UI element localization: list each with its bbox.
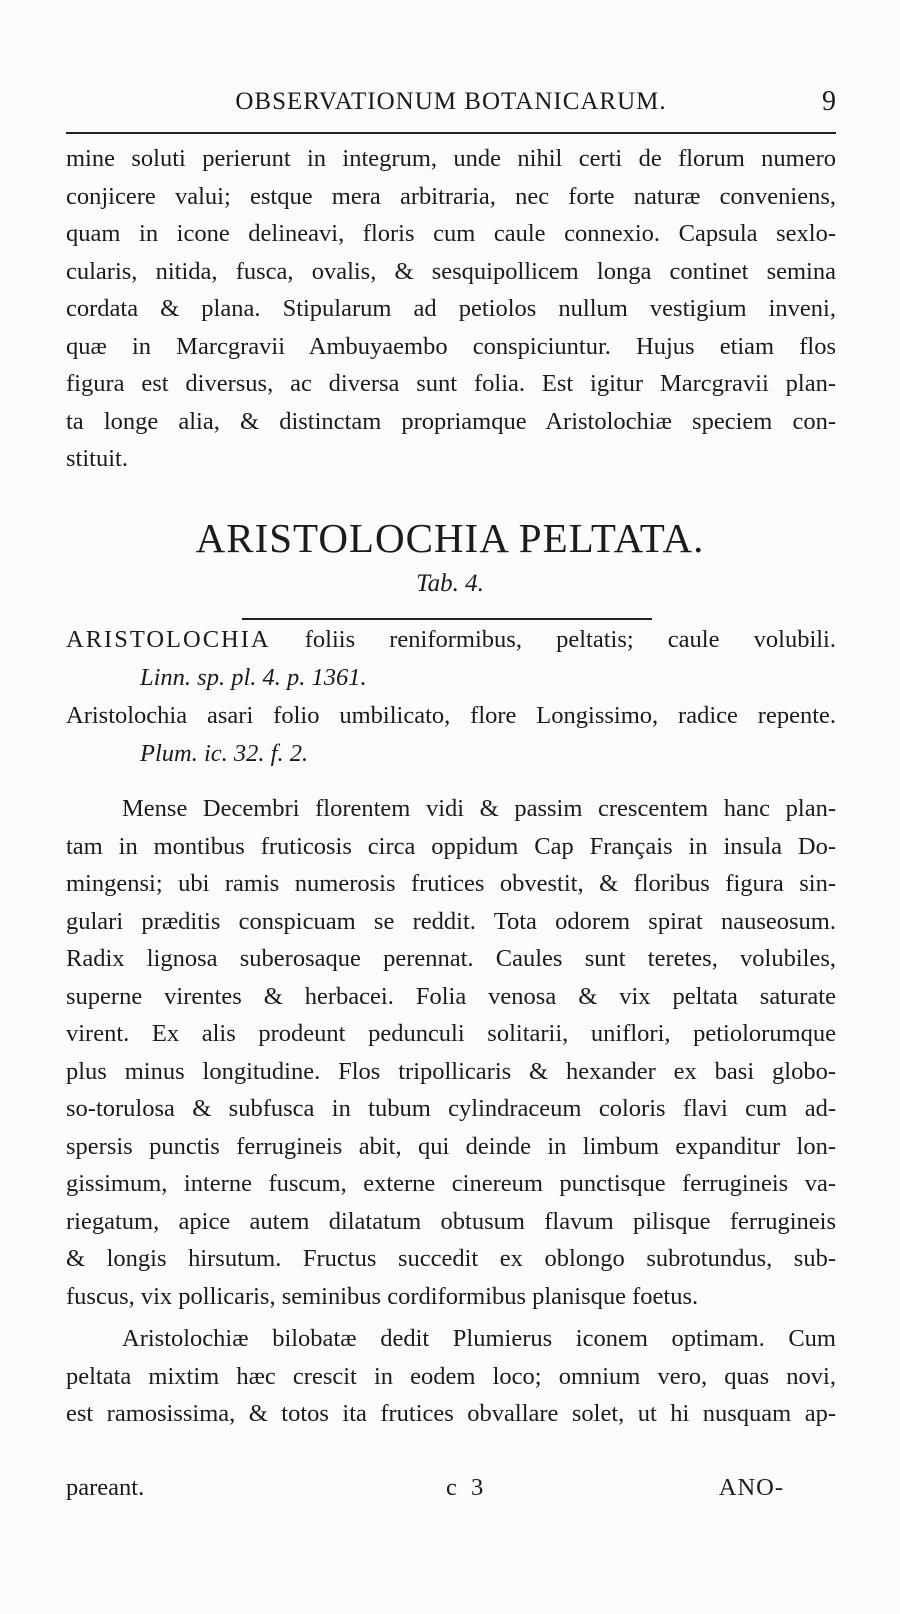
text-line: figura est diversus, ac diversa sunt folia. Est igitur Marcgravii plan- <box>66 370 836 397</box>
text-line: est ramosissima, & totos ita frutices obvallare solet, ut hi nusquam ap- <box>66 1400 836 1427</box>
signature-mark: c 3 <box>446 1474 488 1501</box>
text-line: quam in icone delineavi, floris cum caule connexio. Capsula sexlo- <box>66 220 836 247</box>
text-line: gissimum, interne fuscum, externe cinereum punctisque ferrugineis va- <box>66 1170 836 1197</box>
synonym-text: foliis reniformibus, peltatis; caule volubili. <box>304 626 836 653</box>
description-paragraph <box>66 790 836 1315</box>
final-paragraph <box>66 1320 836 1433</box>
section-title: ARISTOLOCHIA PELTATA. <box>195 515 705 561</box>
text-line: mingensi; ubi ramis numerosis frutices obvestit, & floribus figura sin- <box>66 870 836 897</box>
page-footer <box>66 1474 836 1514</box>
synonym-plumier: Aristolochia asari folio umbilicato, flore Longissimo, radice repente. <box>66 702 836 729</box>
genus-name: ARISTOLOCHIA <box>66 626 271 653</box>
text-line: superne virentes & herbacei. Folia venosa & vix peltata saturate <box>66 982 836 1010</box>
text-line: quæ in Marcgravii Ambuyaembo conspiciuntur. Hujus etiam flos <box>66 332 836 360</box>
text-line: Aristolochiæ bilobatæ dedit Plumierus iconem optimam. Cum <box>122 1325 836 1352</box>
text-line: tam in montibus fruticosis circa oppidum Cap Français in insula Do- <box>66 832 836 860</box>
running-title: OBSERVATIONUM BOTANICARUM. <box>235 88 667 115</box>
text-line: & longis hirsutum. Fructus succedit ex oblongo subrotundus, sub- <box>66 1245 836 1272</box>
header-rule <box>66 132 836 134</box>
text-line: Mense Decembri florentem vidi & passim crescentem hanc plan- <box>122 795 836 822</box>
text-line: peltata mixtim hæc crescit in eodem loco; omnium vero, quas novi, <box>66 1362 836 1390</box>
plate-reference: Tab. 4. <box>416 570 484 597</box>
text-line: gulari præditis conspicuam se reddit. Tota odorem spirat nauseosum. <box>66 907 836 935</box>
running-header <box>66 88 836 128</box>
catchword: ANO- <box>718 1474 784 1501</box>
last-line-word: pareant. <box>66 1474 145 1501</box>
text-line: fuscus, vix pollicaris, seminibus cordiformibus planisque foetus. <box>66 1282 699 1310</box>
text-line: ta longe alia, & distinctam propriamque Aristolochiæ speciem con- <box>66 407 836 435</box>
synonym-reference: Linn. sp. pl. 4. p. 1361. <box>140 664 367 691</box>
text-line: virent. Ex alis prodeunt pedunculi solitarii, uniflori, petiolorumque <box>66 1020 836 1047</box>
text-line: so-torulosa & subfusca in tubum cylindraceum coloris flavi cum ad- <box>66 1095 836 1122</box>
intro-paragraph <box>66 140 836 478</box>
page-number: 9 <box>822 86 836 117</box>
text-line: conjicere valui; estque mera arbitraria, nec forte naturæ conveniens, <box>66 182 836 210</box>
synonym-linnaeus <box>66 626 836 654</box>
text-line: plus minus longitudine. Flos tripollicaris & hexander ex basi globo- <box>66 1057 836 1085</box>
text-line: Radix lignosa suberosaque perennat. Caules sunt teretes, volubiles, <box>66 945 836 972</box>
text-line: riegatum, apice autem dilatatum obtusum flavum pilisque ferrugineis <box>66 1207 836 1235</box>
text-line: spersis punctis ferrugineis abit, qui deinde in limbum expanditur lon- <box>66 1132 836 1160</box>
text-line: mine soluti perierunt in integrum, unde nihil certi de florum numero <box>66 145 836 172</box>
text-line: stituit. <box>66 445 128 472</box>
section-rule <box>242 618 652 620</box>
text-line: cularis, nitida, fusca, ovalis, & sesquipollicem longa continet semina <box>66 257 836 285</box>
text-line: cordata & plana. Stipularum ad petiolos nullum vestigium inveni, <box>66 295 836 322</box>
synonym-reference: Plum. ic. 32. f. 2. <box>140 740 309 767</box>
